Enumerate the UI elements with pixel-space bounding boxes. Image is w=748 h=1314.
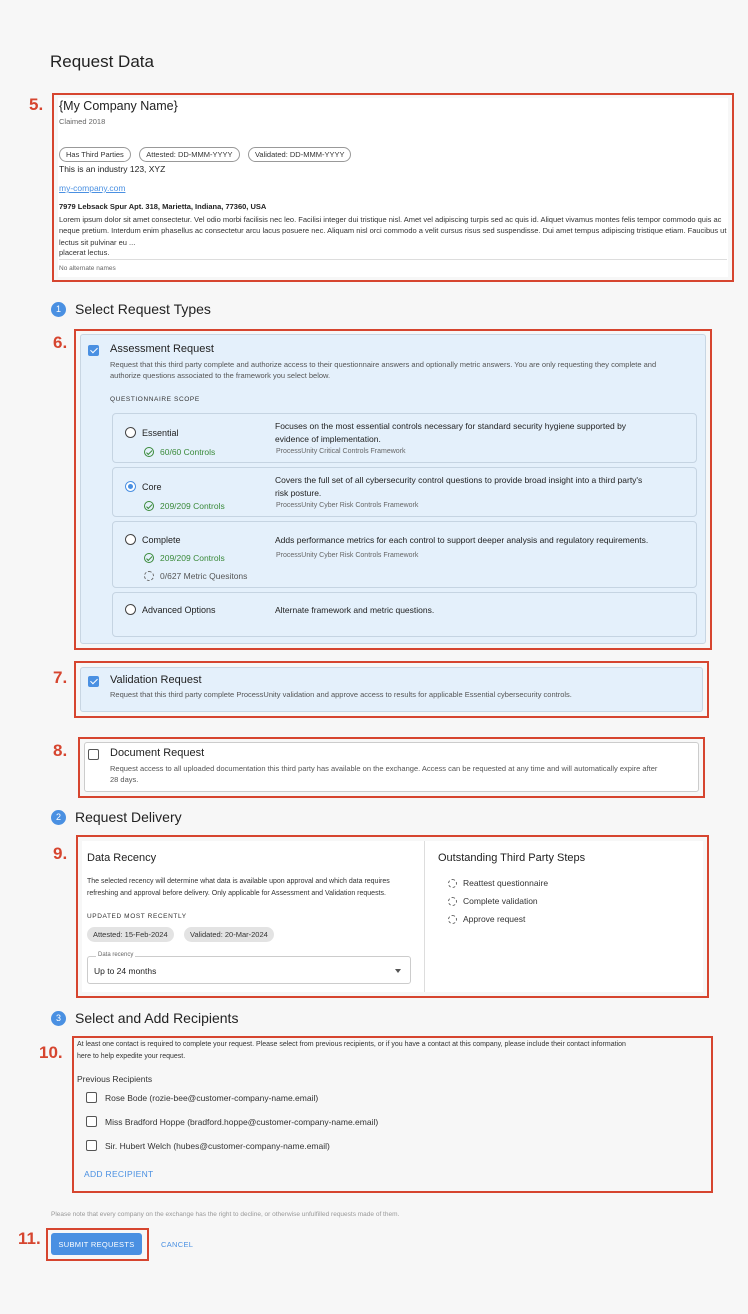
controls-count: 209/209 Controls [144,501,225,511]
company-alt-names: No alternate names [59,265,116,272]
option-framework: ProcessUnity Cyber Risk Controls Framework [276,502,419,509]
step-title: Select and Add Recipients [75,1010,239,1026]
controls-count: 60/60 Controls [144,447,215,457]
divider [59,259,727,260]
previous-recipients-label: Previous Recipients [77,1074,153,1084]
company-description-tail: placerat lectus. [59,248,110,257]
check-circle-icon [144,501,154,511]
pending-circle-icon [448,915,457,924]
annotation-marker-8: 8. [53,741,68,760]
option-name: Core [142,482,162,492]
annotation-marker-11: 11. [18,1229,41,1248]
document-request-checkbox[interactable] [88,749,99,760]
metric-questions-count: 0/627 Metric Quesitons [144,571,247,581]
scope-option-advanced[interactable] [112,592,697,637]
validation-request-desc: Request that this third party complete ProcessUnity validation and approve access to results for applicable Essential cybersecurity controls. [110,690,572,699]
outstanding-step: Approve request [448,914,525,924]
annotation-marker-10: 10. [39,1043,63,1062]
company-industry: This is an industry 123, XYZ [59,164,166,174]
data-recency-select[interactable] [87,952,411,984]
assessment-request-desc-2: authorize questions associated to the framework you select below. [110,371,331,380]
company-claimed: Claimed 2018 [59,117,106,126]
step-number: 1 [51,302,66,317]
pending-circle-icon [144,571,154,581]
pending-circle-icon [448,897,457,906]
tag-attested: Attested: DD-MMM-YYYY [139,147,239,162]
annotation-marker-9: 9. [53,844,68,863]
option-desc-1: Focuses on the most essential controls necessary for standard security hygiene supported by [275,421,627,431]
step-2-header [51,809,182,825]
recipients-note-1: At least one contact is required to complete your request. Please select from previous recipients, or if you have a contact at this company, please include their contact information [77,1041,626,1048]
core-radio[interactable] [125,481,136,492]
recipient-checkbox[interactable] [86,1116,97,1127]
step-title: Request Delivery [75,809,182,825]
controls-count: 209/209 Controls [144,553,225,563]
assessment-request-title: Assessment Request [110,343,214,355]
company-website-link[interactable]: my-company.com [59,183,126,193]
validated-chip: Validated: 20-Mar-2024 [184,927,274,942]
page-title: Request Data [50,52,154,71]
outstanding-steps-title: Outstanding Third Party Steps [438,852,586,864]
assessment-request-desc-1: Request that this third party complete and authorize access to their questionnaire answers and optionally metric answers. You are only requesting they complete and [110,360,657,369]
panel-divider [424,841,425,992]
option-desc-1: Alternate framework and metric questions. [275,605,435,615]
data-recency-title: Data Recency [87,852,157,864]
select-floating-label: Data recency [98,952,134,958]
request-delivery-panel [82,841,703,992]
complete-radio[interactable] [125,534,136,545]
data-recency-desc-1: The selected recency will determine what data is available upon approval and which data requires [87,878,390,885]
document-request-title: Document Request [110,747,205,759]
data-recency-desc-2: refreshing and approval before delivery. Only applicable for Assessment and Validation requests. [87,890,386,897]
validation-request-checkbox[interactable] [88,676,99,687]
outstanding-step: Reattest questionnaire [448,878,548,888]
option-desc-1: Adds performance metrics for each control to support deeper analysis and regulatory requirements. [275,535,649,545]
pending-circle-icon [448,879,457,888]
footer-note: Please note that every company on the exchange has the right to decline, or otherwise unfulfilled requests made of them. [51,1211,400,1218]
submit-requests-button[interactable]: SUBMIT REQUESTS [51,1233,142,1255]
cancel-button[interactable]: CANCEL [161,1240,194,1249]
company-description: Lorem ipsum dolor sit amet consectetur. Vel odio morbi facilisis nec leo. Facilisi integer dui tristique nisl. Amet vel adipiscing turpis sed ac quis id. Aliquet vivamus montes felis tempor commodo quis ac neque pretium. Interdum enim phasellus ac consectetur arcu lacus posuere nec. Aliquam nisl orci commodo a velit cursus risus sed suspendisse. Dui amet tempus adipiscing tristique etiam. Faucibus ut lectus sit pulvinar eu ... [59,215,727,247]
recipient-row[interactable]: Miss Bradford Hoppe (bradford.hoppe@customer-company-name.email) [86,1116,378,1127]
assessment-request-checkbox[interactable] [88,345,99,356]
scope-option-complete[interactable] [112,521,697,588]
step-title: Select Request Types [75,301,211,317]
company-address: 7979 Lebsack Spur Apt. 318, Marietta, Indiana, 77360, USA [59,202,267,211]
questionnaire-scope-label: QUESTIONNAIRE SCOPE [110,396,200,403]
option-framework: ProcessUnity Cyber Risk Controls Framework [276,552,419,559]
option-framework: ProcessUnity Critical Controls Framework [276,448,406,455]
document-request-desc-1: Request access to all uploaded documentation this third party has available on the exchange. Access can be requested at any time and will automatically expire after [110,764,658,773]
step-3-header [51,1010,238,1026]
option-name: Essential [142,428,179,438]
annotation-marker-6: 6. [53,333,68,352]
document-request-desc-2: 28 days. [110,775,139,784]
option-desc-2: evidence of implementation. [275,434,381,444]
option-name: Advanced Options [142,605,216,615]
check-circle-icon [144,447,154,457]
step-1-header [51,301,211,317]
scope-option-essential[interactable] [112,413,697,463]
add-recipient-button[interactable]: ADD RECIPIENT [84,1169,154,1179]
recipient-row[interactable]: Rose Bode (rozie-bee@customer-company-name.email) [86,1092,318,1103]
company-card [58,98,728,277]
scope-option-core[interactable] [112,467,697,517]
advanced-radio[interactable] [125,604,136,615]
option-desc-1: Covers the full set of all cybersecurity control questions to provide broad insight into a third party's [275,475,643,485]
check-circle-icon [144,553,154,563]
updated-most-recently-label: UPDATED MOST RECENTLY [87,913,187,920]
annotation-marker-7: 7. [53,668,68,687]
recipient-row[interactable]: Sir. Hubert Welch (hubes@customer-company-name.email) [86,1140,330,1151]
tag-third-parties: Has Third Parties [59,147,131,162]
recipients-note-2: here to help expedite your request. [77,1053,186,1060]
chevron-down-icon[interactable] [395,969,401,973]
outstanding-step: Complete validation [448,896,538,906]
option-name: Complete [142,535,181,545]
select-value: Up to 24 months [94,966,157,976]
recipient-checkbox[interactable] [86,1092,97,1103]
validation-request-title: Validation Request [110,674,202,686]
company-name: {My Company Name} [59,99,178,113]
step-number: 3 [51,1011,66,1026]
tag-validated: Validated: DD-MMM-YYYY [248,147,351,162]
essential-radio[interactable] [125,427,136,438]
step-number: 2 [51,810,66,825]
attested-chip: Attested: 15-Feb-2024 [87,927,174,942]
option-desc-2: risk posture. [275,488,322,498]
recipient-checkbox[interactable] [86,1140,97,1151]
annotation-marker-5: 5. [29,95,44,114]
company-tags [59,144,355,162]
